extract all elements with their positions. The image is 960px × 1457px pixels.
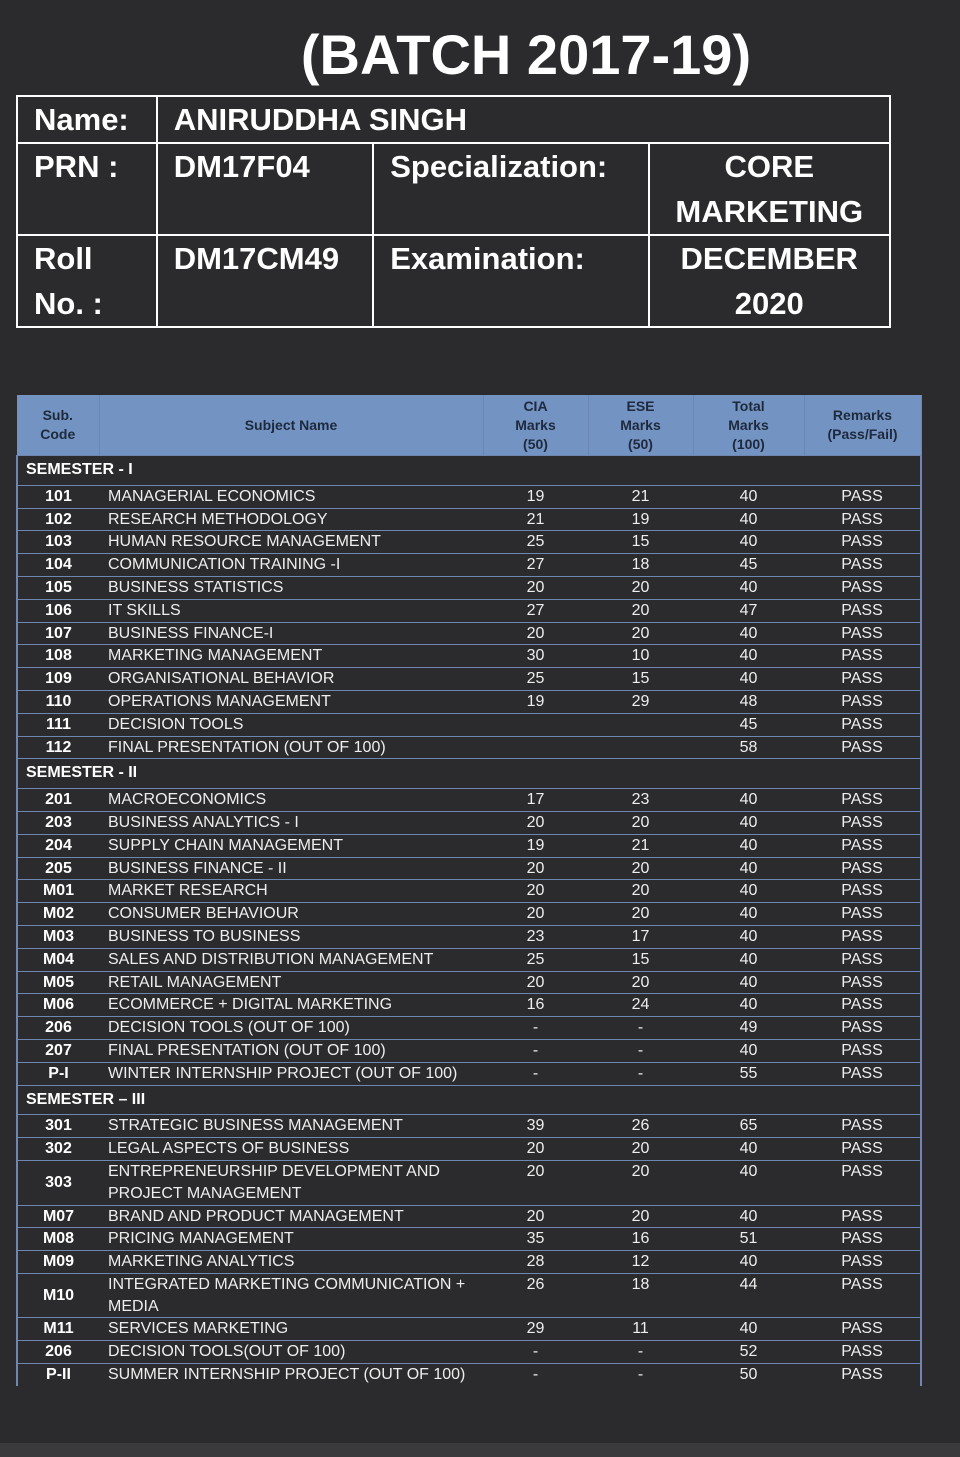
table-row <box>17 1341 921 1364</box>
cell-total: 40 <box>693 880 804 903</box>
cell-total: 40 <box>693 531 804 554</box>
cell-total: 48 <box>693 690 804 713</box>
table-row <box>17 1318 921 1341</box>
cell-name: SUPPLY CHAIN MANAGEMENT <box>99 834 483 857</box>
cell-code: 101 <box>17 485 99 508</box>
semester-label: SEMESTER - I <box>17 456 921 486</box>
table-row <box>17 736 921 759</box>
cell-cia: 30 <box>483 645 588 668</box>
table-row <box>17 903 921 926</box>
cell-cia: 25 <box>483 948 588 971</box>
cell-total: 40 <box>693 948 804 971</box>
cell-total: 40 <box>693 622 804 645</box>
cell-remarks: PASS <box>804 1341 921 1364</box>
cell-name: ENTREPRENEURSHIP DEVELOPMENT AND PROJECT MANAGEMENT <box>99 1160 483 1205</box>
cell-code: 105 <box>17 576 99 599</box>
cell-ese: - <box>588 1341 693 1364</box>
table-row <box>17 690 921 713</box>
table-row <box>17 1228 921 1251</box>
cell-cia: - <box>483 1039 588 1062</box>
name-label: Name: <box>17 96 157 143</box>
cell-cia: - <box>483 1062 588 1085</box>
cell-code: M09 <box>17 1251 99 1274</box>
cell-remarks: PASS <box>804 508 921 531</box>
table-row <box>17 1062 921 1085</box>
cell-remarks: PASS <box>804 1318 921 1341</box>
cell-cia: - <box>483 1017 588 1040</box>
cell-ese: 20 <box>588 1138 693 1161</box>
cell-remarks: PASS <box>804 531 921 554</box>
table-row <box>17 971 921 994</box>
cell-code: M11 <box>17 1318 99 1341</box>
cell-remarks: PASS <box>804 645 921 668</box>
cell-code: 104 <box>17 554 99 577</box>
table-row <box>17 554 921 577</box>
table-row <box>17 668 921 691</box>
cell-remarks: PASS <box>804 1039 921 1062</box>
cell-cia: 20 <box>483 1160 588 1205</box>
cell-code: P-I <box>17 1062 99 1085</box>
table-row <box>17 713 921 736</box>
cell-cia: 39 <box>483 1115 588 1138</box>
table-row <box>17 834 921 857</box>
cell-total: 40 <box>693 1318 804 1341</box>
cell-name: BUSINESS ANALYTICS - I <box>99 811 483 834</box>
cell-name: INTEGRATED MARKETING COMMUNICATION + MEDIA <box>99 1273 483 1318</box>
table-row <box>17 1160 921 1205</box>
cell-total: 40 <box>693 994 804 1017</box>
cell-code: 110 <box>17 690 99 713</box>
cell-remarks: PASS <box>804 485 921 508</box>
cell-ese: 15 <box>588 948 693 971</box>
cell-name: SUMMER INTERNSHIP PROJECT (OUT OF 100) <box>99 1364 483 1386</box>
cell-cia: - <box>483 1364 588 1386</box>
cell-name: RETAIL MANAGEMENT <box>99 971 483 994</box>
table-row <box>17 880 921 903</box>
table-row <box>17 789 921 812</box>
cell-cia: 20 <box>483 857 588 880</box>
cell-ese <box>588 736 693 759</box>
cell-ese: 20 <box>588 811 693 834</box>
cell-cia: 20 <box>483 880 588 903</box>
cell-code: M03 <box>17 925 99 948</box>
cell-code: 303 <box>17 1160 99 1205</box>
cell-remarks: PASS <box>804 857 921 880</box>
cell-remarks: PASS <box>804 736 921 759</box>
cell-remarks: PASS <box>804 1062 921 1085</box>
cell-ese: 20 <box>588 971 693 994</box>
cell-cia: 25 <box>483 668 588 691</box>
cell-total: 40 <box>693 485 804 508</box>
table-row <box>17 1039 921 1062</box>
cell-remarks: PASS <box>804 554 921 577</box>
cell-code: 102 <box>17 508 99 531</box>
cell-name: SALES AND DISTRIBUTION MANAGEMENT <box>99 948 483 971</box>
cell-name: BUSINESS FINANCE - II <box>99 857 483 880</box>
cell-cia <box>483 736 588 759</box>
cell-name: FINAL PRESENTATION (OUT OF 100) <box>99 736 483 759</box>
cell-remarks: PASS <box>804 880 921 903</box>
cell-name: RESEARCH METHODOLOGY <box>99 508 483 531</box>
cell-cia: 27 <box>483 554 588 577</box>
cell-ese: 20 <box>588 1205 693 1228</box>
table-row <box>17 948 921 971</box>
cell-ese: 20 <box>588 576 693 599</box>
cell-remarks: PASS <box>804 622 921 645</box>
cell-remarks: PASS <box>804 789 921 812</box>
cell-remarks: PASS <box>804 1138 921 1161</box>
cell-code: 112 <box>17 736 99 759</box>
cell-ese: 21 <box>588 834 693 857</box>
cell-code: 108 <box>17 645 99 668</box>
student-name: ANIRUDDHA SINGH <box>157 96 890 143</box>
header-ese: ESE Marks (50) <box>588 395 693 456</box>
cell-name: MANAGERIAL ECONOMICS <box>99 485 483 508</box>
cell-total: 40 <box>693 1039 804 1062</box>
cell-remarks: PASS <box>804 690 921 713</box>
cell-ese: - <box>588 1364 693 1386</box>
cell-remarks: PASS <box>804 994 921 1017</box>
cell-total: 40 <box>693 811 804 834</box>
cell-ese: 15 <box>588 668 693 691</box>
cell-code: 201 <box>17 789 99 812</box>
cell-code: M10 <box>17 1273 99 1318</box>
cell-ese: 26 <box>588 1115 693 1138</box>
cell-cia: 28 <box>483 1251 588 1274</box>
table-row <box>17 645 921 668</box>
cell-total: 40 <box>693 668 804 691</box>
cell-name: MARKETING MANAGEMENT <box>99 645 483 668</box>
cell-ese: 18 <box>588 1273 693 1318</box>
table-row <box>17 1115 921 1138</box>
cell-total: 40 <box>693 576 804 599</box>
page-title: (BATCH 2017-19) <box>300 23 752 86</box>
prn-value: DM17F04 <box>157 143 374 235</box>
cell-name: CONSUMER BEHAVIOUR <box>99 903 483 926</box>
cell-total: 47 <box>693 599 804 622</box>
cell-cia: 16 <box>483 994 588 1017</box>
cell-ese: 10 <box>588 645 693 668</box>
cell-code: 106 <box>17 599 99 622</box>
cell-ese: 23 <box>588 789 693 812</box>
cell-ese: - <box>588 1062 693 1085</box>
cell-ese: 20 <box>588 622 693 645</box>
specialization-value: CORE MARKETING <box>649 143 890 235</box>
cell-ese: - <box>588 1017 693 1040</box>
cell-remarks: PASS <box>804 668 921 691</box>
cell-cia: 19 <box>483 690 588 713</box>
marks-table <box>16 395 922 1386</box>
cell-cia: - <box>483 1341 588 1364</box>
cell-total: 45 <box>693 713 804 736</box>
semester-label: SEMESTER – III <box>17 1085 921 1115</box>
cell-remarks: PASS <box>804 1273 921 1318</box>
table-row <box>17 599 921 622</box>
student-info-table <box>16 95 891 328</box>
table-row <box>17 1251 921 1274</box>
cell-remarks: PASS <box>804 925 921 948</box>
cell-code: P-II <box>17 1364 99 1386</box>
cell-name: MARKET RESEARCH <box>99 880 483 903</box>
cell-total: 40 <box>693 1205 804 1228</box>
cell-name: STRATEGIC BUSINESS MANAGEMENT <box>99 1115 483 1138</box>
cell-cia: 26 <box>483 1273 588 1318</box>
cell-total: 52 <box>693 1341 804 1364</box>
cell-cia <box>483 713 588 736</box>
cell-total: 55 <box>693 1062 804 1085</box>
cell-remarks: PASS <box>804 576 921 599</box>
table-row <box>17 994 921 1017</box>
cell-remarks: PASS <box>804 948 921 971</box>
cell-total: 40 <box>693 1251 804 1274</box>
cell-cia: 35 <box>483 1228 588 1251</box>
cell-code: 109 <box>17 668 99 691</box>
cell-total: 58 <box>693 736 804 759</box>
cell-ese: 20 <box>588 1160 693 1205</box>
cell-remarks: PASS <box>804 1205 921 1228</box>
cell-name: DECISION TOOLS (OUT OF 100) <box>99 1017 483 1040</box>
specialization-label: Specialization: <box>373 143 648 235</box>
cell-cia: 29 <box>483 1318 588 1341</box>
table-row <box>17 531 921 554</box>
cell-ese: 24 <box>588 994 693 1017</box>
cell-cia: 27 <box>483 599 588 622</box>
cell-name: ECOMMERCE + DIGITAL MARKETING <box>99 994 483 1017</box>
roll-value: DM17CM49 <box>157 235 374 327</box>
table-row <box>17 485 921 508</box>
cell-cia: 19 <box>483 834 588 857</box>
roll-label: Roll No. : <box>17 235 157 327</box>
cell-name: ORGANISATIONAL BEHAVIOR <box>99 668 483 691</box>
cell-name: BUSINESS STATISTICS <box>99 576 483 599</box>
table-row <box>17 508 921 531</box>
table-row <box>17 1364 921 1386</box>
examination-label: Examination: <box>373 235 648 327</box>
cell-cia: 23 <box>483 925 588 948</box>
cell-name: HUMAN RESOURCE MANAGEMENT <box>99 531 483 554</box>
cell-code: 107 <box>17 622 99 645</box>
cell-code: 203 <box>17 811 99 834</box>
cell-cia: 20 <box>483 811 588 834</box>
cell-name: SERVICES MARKETING <box>99 1318 483 1341</box>
prn-label: PRN : <box>17 143 157 235</box>
cell-ese: 20 <box>588 599 693 622</box>
cell-ese: 20 <box>588 857 693 880</box>
cell-ese: 19 <box>588 508 693 531</box>
cell-name: OPERATIONS MANAGEMENT <box>99 690 483 713</box>
cell-ese: 29 <box>588 690 693 713</box>
cell-total: 40 <box>693 1138 804 1161</box>
cell-name: PRICING MANAGEMENT <box>99 1228 483 1251</box>
cell-code: M01 <box>17 880 99 903</box>
cell-code: 302 <box>17 1138 99 1161</box>
cell-cia: 17 <box>483 789 588 812</box>
cell-cia: 20 <box>483 622 588 645</box>
header-remarks: Remarks (Pass/Fail) <box>804 395 921 456</box>
cell-remarks: PASS <box>804 834 921 857</box>
table-row <box>17 925 921 948</box>
semester-header <box>17 1085 921 1115</box>
cell-remarks: PASS <box>804 811 921 834</box>
cell-remarks: PASS <box>804 1251 921 1274</box>
cell-remarks: PASS <box>804 1017 921 1040</box>
cell-name: FINAL PRESENTATION (OUT OF 100) <box>99 1039 483 1062</box>
cell-ese: 11 <box>588 1318 693 1341</box>
cell-name: IT SKILLS <box>99 599 483 622</box>
cell-total: 40 <box>693 925 804 948</box>
cell-code: 205 <box>17 857 99 880</box>
table-row <box>17 576 921 599</box>
cell-ese: 16 <box>588 1228 693 1251</box>
cell-remarks: PASS <box>804 1160 921 1205</box>
cell-code: 111 <box>17 713 99 736</box>
cell-code: 103 <box>17 531 99 554</box>
semester-header <box>17 759 921 789</box>
cell-remarks: PASS <box>804 1228 921 1251</box>
header-subject: Subject Name <box>99 395 483 456</box>
bottom-bar <box>0 1443 960 1457</box>
cell-name: DECISION TOOLS <box>99 713 483 736</box>
header-code: Sub. Code <box>17 395 99 456</box>
cell-total: 40 <box>693 834 804 857</box>
cell-name: BUSINESS TO BUSINESS <box>99 925 483 948</box>
table-row <box>17 622 921 645</box>
cell-cia: 20 <box>483 1205 588 1228</box>
table-row <box>17 1138 921 1161</box>
cell-remarks: PASS <box>804 1364 921 1386</box>
cell-ese <box>588 713 693 736</box>
cell-cia: 25 <box>483 531 588 554</box>
cell-cia: 20 <box>483 903 588 926</box>
cell-total: 50 <box>693 1364 804 1386</box>
cell-total: 40 <box>693 1160 804 1205</box>
cell-code: 207 <box>17 1039 99 1062</box>
cell-remarks: PASS <box>804 971 921 994</box>
cell-total: 40 <box>693 789 804 812</box>
cell-cia: 20 <box>483 576 588 599</box>
cell-name: MARKETING ANALYTICS <box>99 1251 483 1274</box>
cell-cia: 21 <box>483 508 588 531</box>
cell-code: M07 <box>17 1205 99 1228</box>
cell-name: COMMUNICATION TRAINING -I <box>99 554 483 577</box>
header-cia: CIA Marks (50) <box>483 395 588 456</box>
cell-total: 40 <box>693 857 804 880</box>
cell-total: 40 <box>693 971 804 994</box>
cell-total: 44 <box>693 1273 804 1318</box>
cell-total: 40 <box>693 645 804 668</box>
cell-total: 65 <box>693 1115 804 1138</box>
cell-code: 206 <box>17 1017 99 1040</box>
semester-label: SEMESTER - II <box>17 759 921 789</box>
cell-total: 45 <box>693 554 804 577</box>
cell-total: 49 <box>693 1017 804 1040</box>
cell-cia: 20 <box>483 971 588 994</box>
cell-total: 51 <box>693 1228 804 1251</box>
cell-name: MACROECONOMICS <box>99 789 483 812</box>
table-row <box>17 1205 921 1228</box>
cell-code: 206 <box>17 1341 99 1364</box>
header-total: Total Marks (100) <box>693 395 804 456</box>
cell-remarks: PASS <box>804 713 921 736</box>
cell-ese: - <box>588 1039 693 1062</box>
cell-ese: 20 <box>588 880 693 903</box>
cell-name: BUSINESS FINANCE-I <box>99 622 483 645</box>
cell-ese: 21 <box>588 485 693 508</box>
table-row <box>17 857 921 880</box>
cell-cia: 19 <box>483 485 588 508</box>
table-row <box>17 1273 921 1318</box>
cell-name: LEGAL ASPECTS OF BUSINESS <box>99 1138 483 1161</box>
cell-cia: 20 <box>483 1138 588 1161</box>
cell-code: M05 <box>17 971 99 994</box>
cell-code: M02 <box>17 903 99 926</box>
cell-ese: 20 <box>588 903 693 926</box>
cell-code: 204 <box>17 834 99 857</box>
table-header <box>17 395 921 456</box>
cell-ese: 17 <box>588 925 693 948</box>
cell-code: M08 <box>17 1228 99 1251</box>
cell-total: 40 <box>693 903 804 926</box>
cell-name: DECISION TOOLS(OUT OF 100) <box>99 1341 483 1364</box>
cell-remarks: PASS <box>804 903 921 926</box>
table-row <box>17 811 921 834</box>
cell-code: M06 <box>17 994 99 1017</box>
cell-code: 301 <box>17 1115 99 1138</box>
cell-ese: 18 <box>588 554 693 577</box>
cell-ese: 15 <box>588 531 693 554</box>
cell-remarks: PASS <box>804 599 921 622</box>
examination-value: DECEMBER 2020 <box>649 235 890 327</box>
cell-name: BRAND AND PRODUCT MANAGEMENT <box>99 1205 483 1228</box>
cell-ese: 12 <box>588 1251 693 1274</box>
cell-total: 40 <box>693 508 804 531</box>
semester-header <box>17 456 921 486</box>
cell-code: M04 <box>17 948 99 971</box>
table-row <box>17 1017 921 1040</box>
cell-remarks: PASS <box>804 1115 921 1138</box>
cell-name: WINTER INTERNSHIP PROJECT (OUT OF 100) <box>99 1062 483 1085</box>
